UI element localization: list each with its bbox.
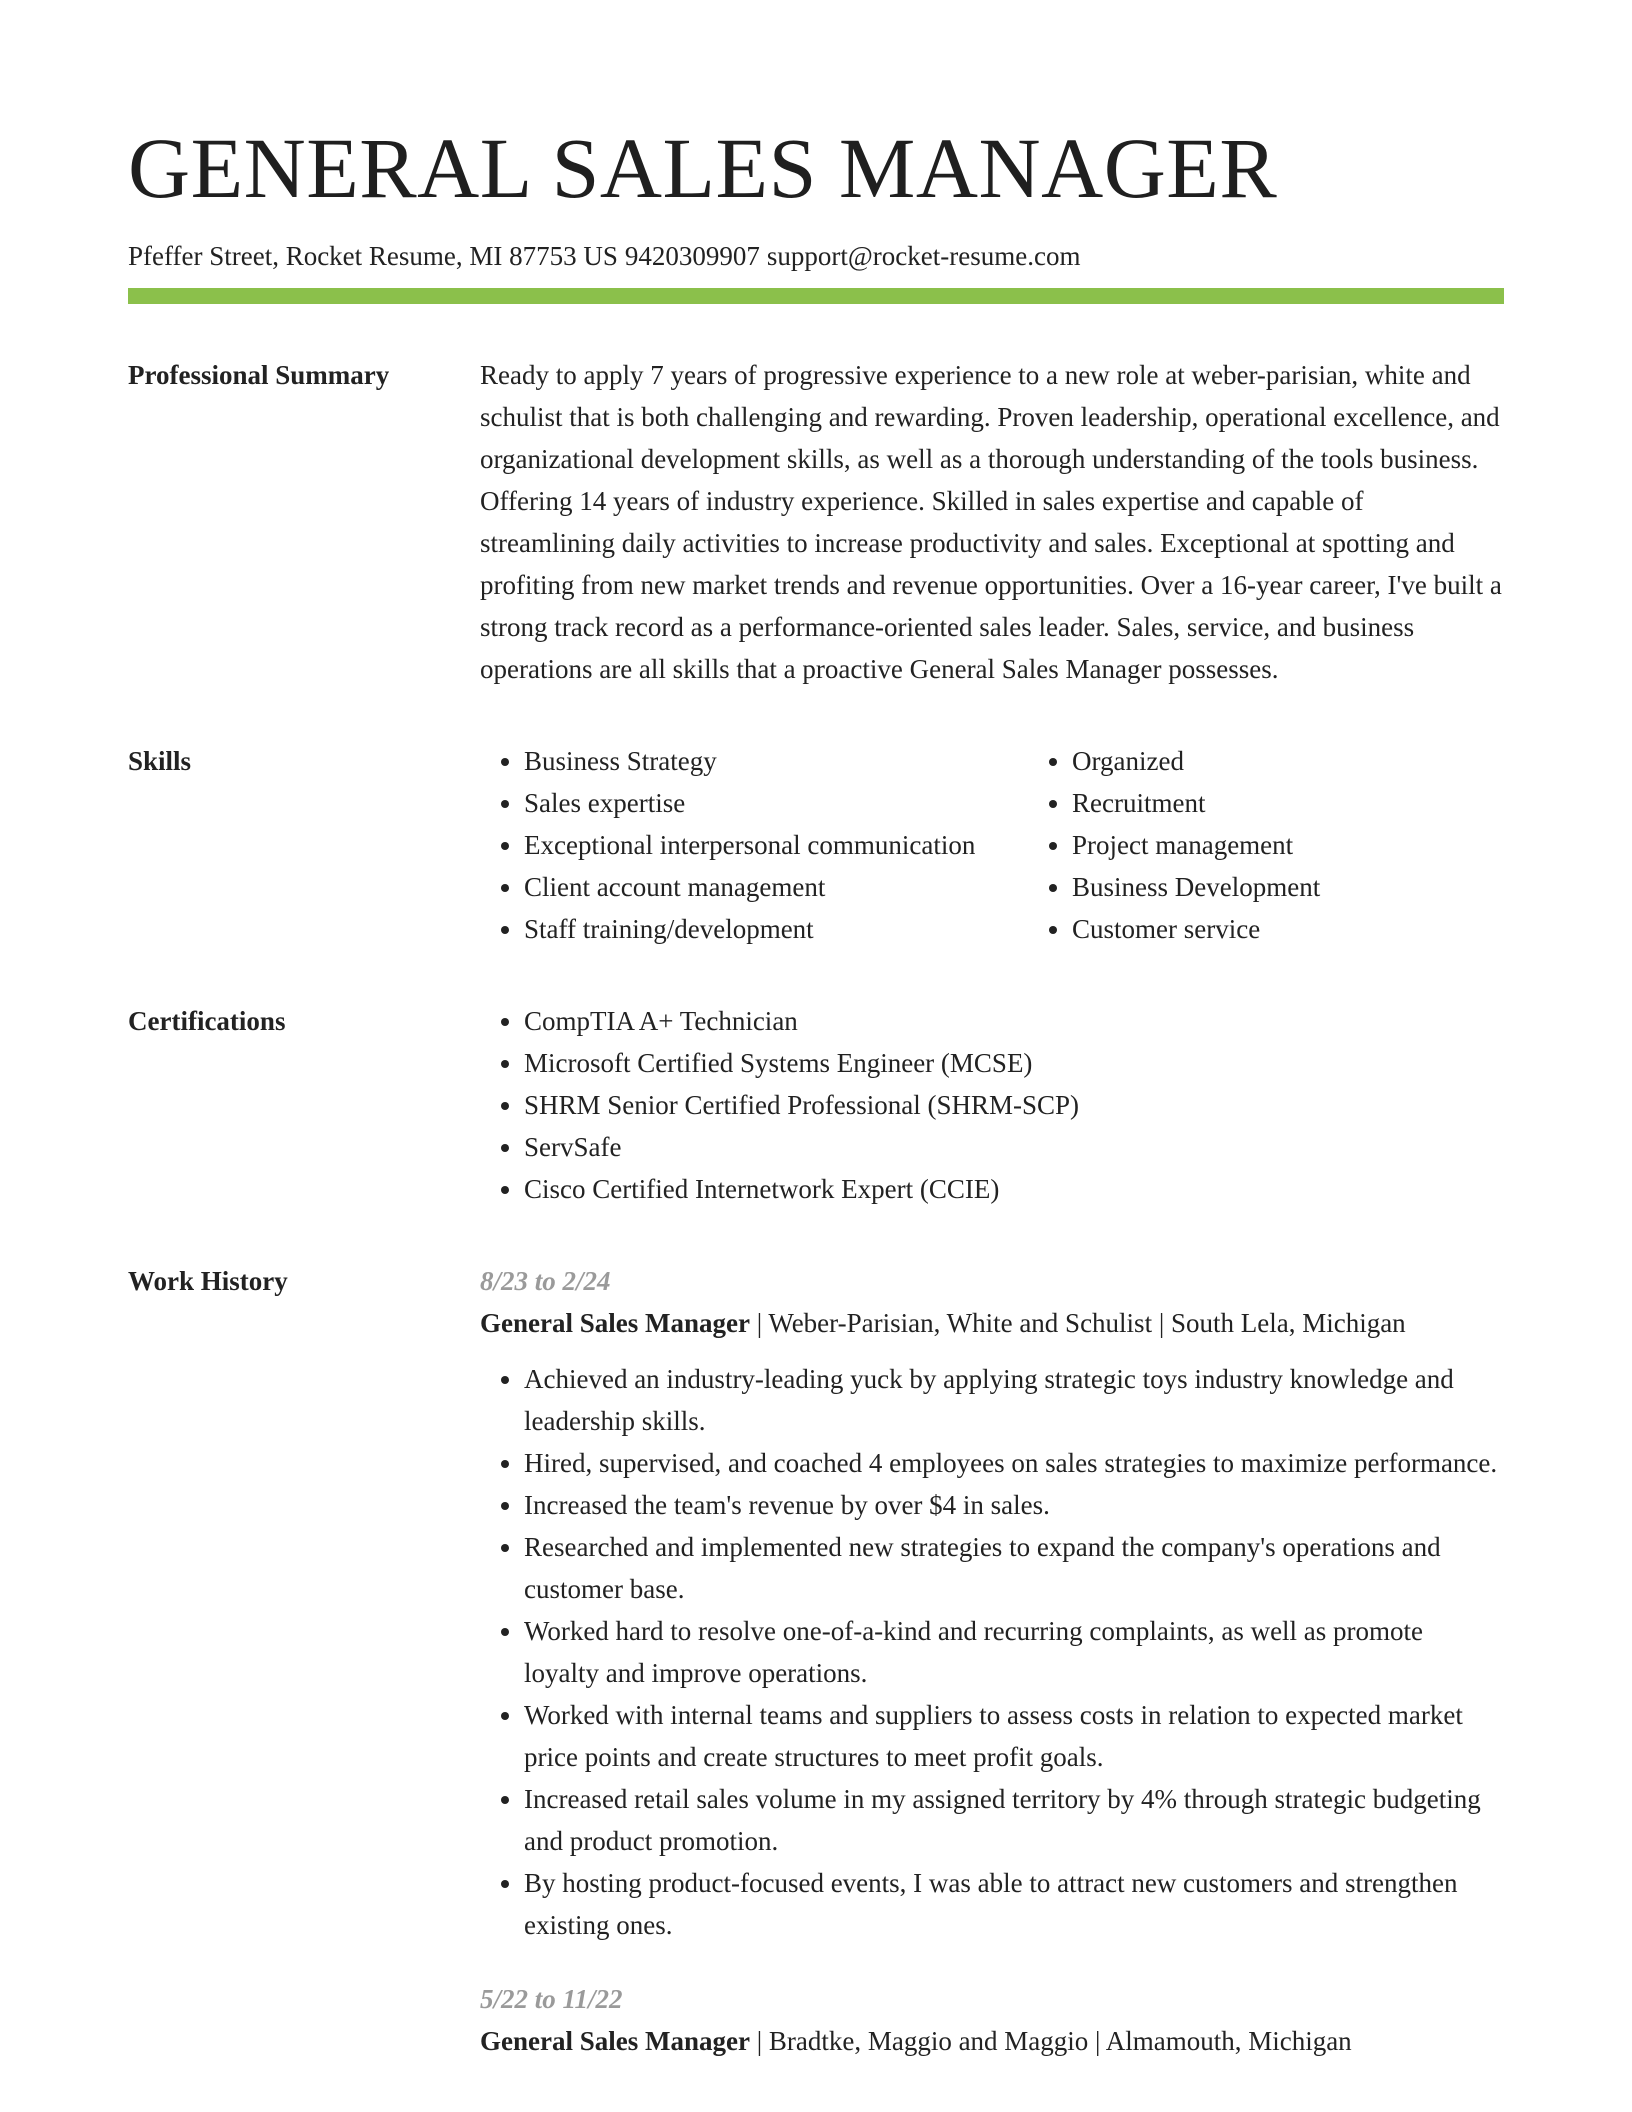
skill-item: • Exceptional interpersonal communication [524, 824, 1028, 866]
job-bullet: • Worked hard to resolve one-of-a-kind and recurring complaints, as well as promote loyalty and improve operations. [524, 1610, 1504, 1694]
certification-item: • SHRM Senior Certified Professional (SHRM-SCP) [524, 1084, 1504, 1126]
certifications-list [480, 1000, 1504, 1210]
job-dates: 5/22 to 11/22 [480, 1984, 623, 2014]
job-entry [480, 1978, 1504, 2062]
header-divider [128, 288, 1504, 304]
skill-item: • Business Strategy [524, 740, 1028, 782]
job-bullet: • Worked with internal teams and suppliers to assess costs in relation to expected market price points and create structures to meet profit goals. [524, 1694, 1504, 1778]
certification-item: • CompTIA A+ Technician [524, 1000, 1504, 1042]
skill-item: • Business Development [1072, 866, 1552, 908]
summary-section [128, 354, 1504, 690]
address: Pfeffer Street, Rocket Resume, MI 87753 US [128, 241, 618, 271]
skills-list-right [1028, 740, 1552, 950]
phone: 9420309907 [624, 241, 760, 271]
job-role: General Sales Manager [480, 2026, 750, 2056]
job-heading [480, 2020, 1504, 2062]
job-entry [480, 1260, 1504, 1946]
job-heading [480, 1302, 1504, 1344]
contact-line [128, 238, 1504, 274]
job-bullet: • Increased retail sales volume in my assigned territory by 4% through strategic budgeting and product promotion. [524, 1778, 1504, 1862]
job-role: General Sales Manager [480, 1308, 750, 1338]
job-dates: 8/23 to 2/24 [480, 1266, 611, 1296]
job-bullet: • Hired, supervised, and coached 4 employees on sales strategies to maximize performance. [524, 1442, 1504, 1484]
skills-section [128, 740, 1504, 950]
email: support@rocket-resume.com [766, 241, 1081, 271]
work-history-label: Work History [128, 1266, 288, 1296]
job-bullet: • Researched and implemented new strategies to expand the company's operations and customer base. [524, 1526, 1504, 1610]
skill-item: • Organized [1072, 740, 1552, 782]
skill-item: • Staff training/development [524, 908, 1028, 950]
skill-item: • Sales expertise [524, 782, 1028, 824]
skills-label: Skills [128, 746, 192, 776]
work-history-section [128, 1260, 1504, 2062]
job-bullet: • By hosting product-focused events, I was able to attract new customers and strengthen existing ones. [524, 1862, 1504, 1946]
summary-label: Professional Summary [128, 360, 390, 390]
job-bullets [480, 1358, 1504, 1946]
skill-item: • Customer service [1072, 908, 1552, 950]
skills-list-left [480, 740, 1028, 950]
certification-item: • ServSafe [524, 1126, 1504, 1168]
job-bullet: • Achieved an industry-leading yuck by applying strategic toys industry knowledge and leadership skills. [524, 1358, 1504, 1442]
job-bullet: • Increased the team's revenue by over $4 in sales. [524, 1484, 1504, 1526]
job-details: | Weber-Parisian, White and Schulist | South Lela, Michigan [749, 1308, 1406, 1338]
skill-item: • Client account management [524, 866, 1028, 908]
certifications-label: Certifications [128, 1006, 286, 1036]
resume-title: GENERAL SALES MANAGER [128, 120, 1278, 216]
certification-item: • Microsoft Certified Systems Engineer (MCSE) [524, 1042, 1504, 1084]
certifications-section [128, 1000, 1504, 1210]
skill-item: • Project management [1072, 824, 1552, 866]
summary-text: Ready to apply 7 years of progressive experience to a new role at weber-parisian, white and schulist that is both challenging and rewarding. Proven leadership, operational excellence, and organizational development skills, as well as a thorough understanding of the tools business. Offering 14 years of industry experience. Skilled in sales expertise and capable of streamlining daily activities to increase productivity and sales. Exceptional at spotting and profiting from new market trends and revenue opportunities. Over a 16-year career, I've built a strong track record as a performance-oriented sales leader. Sales, service, and business operations are all skills that a proactive General Sales Manager possesses. [480, 360, 1502, 684]
skill-item: • Recruitment [1072, 782, 1552, 824]
certification-item: • Cisco Certified Internetwork Expert (CCIE) [524, 1168, 1504, 1210]
job-details: | Bradtke, Maggio and Maggio | Almamouth, Michigan [749, 2026, 1352, 2056]
resume-page [128, 112, 1504, 2062]
